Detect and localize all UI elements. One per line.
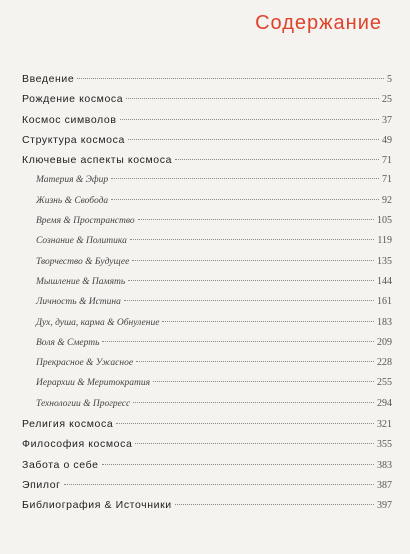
toc-leader-dots xyxy=(130,239,375,240)
toc-leader-dots xyxy=(102,464,374,465)
toc-leader-dots xyxy=(153,381,374,382)
toc-entry xyxy=(22,479,392,499)
toc-leader-dots xyxy=(124,300,374,301)
toc-entry xyxy=(22,114,392,134)
toc-entry-label: Религия космоса xyxy=(22,418,114,431)
toc-entry-label: Иерархии & Меритократия xyxy=(36,378,151,389)
toc-entry xyxy=(22,174,392,194)
toc-entry xyxy=(22,418,392,438)
toc-entry-page: 25 xyxy=(382,94,392,106)
toc-entry-label: Ключевые аспекты космоса xyxy=(22,154,173,167)
toc-entry xyxy=(22,134,392,154)
toc-leader-dots xyxy=(175,504,374,505)
toc-entry xyxy=(22,337,392,357)
toc-entry-page: 355 xyxy=(377,439,392,451)
toc-entry-label: Творчество & Будущее xyxy=(36,256,130,267)
toc-entry-label: Забота о себе xyxy=(22,458,99,471)
toc-entry xyxy=(22,377,392,397)
toc-entry xyxy=(22,195,392,215)
toc-entry xyxy=(22,215,392,235)
toc-entry xyxy=(22,459,392,479)
toc-entry-page: 92 xyxy=(382,194,392,206)
toc-entry-label: Жизнь & Свобода xyxy=(36,195,109,206)
toc-entry-page: 397 xyxy=(377,500,392,512)
toc-entry-label: Воля & Смерть xyxy=(36,337,100,348)
toc-entry xyxy=(22,499,392,519)
toc-leader-dots xyxy=(138,219,374,220)
toc-entry xyxy=(22,256,392,276)
toc-entry-label: Технологии & Прогресс xyxy=(36,398,131,409)
toc-leader-dots xyxy=(162,321,374,322)
toc-entry-label: Материя & Эфир xyxy=(36,175,109,186)
toc-leader-dots xyxy=(126,98,379,99)
toc-entry-page: 387 xyxy=(377,479,392,491)
toc-entry xyxy=(22,357,392,377)
toc-entry-label: Личность & Истина xyxy=(36,297,121,308)
toc-entry-page: 228 xyxy=(377,357,392,369)
toc-leader-dots xyxy=(132,260,374,261)
toc-leader-dots xyxy=(133,402,374,403)
toc-entry-page: 135 xyxy=(377,255,392,267)
toc-leader-dots xyxy=(135,443,374,444)
toc-entry-page: 183 xyxy=(377,316,392,328)
table-of-contents xyxy=(22,73,392,520)
toc-entry xyxy=(22,235,392,255)
toc-entry-label: Рождение космоса xyxy=(22,93,124,106)
toc-entry xyxy=(22,154,392,174)
toc-leader-dots xyxy=(64,484,374,485)
toc-entry-label: Структура космоса xyxy=(22,133,125,146)
toc-leader-dots xyxy=(128,139,379,140)
toc-leader-dots xyxy=(111,199,379,200)
toc-entry-page: 161 xyxy=(377,296,392,308)
toc-entry-page: 321 xyxy=(377,419,392,431)
toc-leader-dots xyxy=(111,178,379,179)
page-title: Содержание xyxy=(255,12,382,34)
toc-entry-page: 294 xyxy=(377,397,392,409)
toc-entry-label: Библиография & Источники xyxy=(22,499,172,512)
toc-entry-page: 144 xyxy=(377,275,392,287)
toc-leader-dots xyxy=(120,119,380,120)
toc-leader-dots xyxy=(136,361,374,362)
toc-entry-label: Философия космоса xyxy=(22,438,133,451)
toc-entry-page: 71 xyxy=(382,174,392,186)
toc-leader-dots xyxy=(175,159,379,160)
toc-entry xyxy=(22,93,392,113)
toc-entry-label: Введение xyxy=(22,73,75,85)
toc-entry-label: Прекрасное & Ужасное xyxy=(36,358,134,369)
toc-leader-dots xyxy=(128,280,374,281)
toc-entry-page: 105 xyxy=(377,215,392,227)
toc-leader-dots xyxy=(116,423,374,424)
toc-entry xyxy=(22,296,392,316)
toc-entry-label: Космос символов xyxy=(22,113,117,126)
toc-entry-label: Время & Пространство xyxy=(36,216,135,227)
toc-entry xyxy=(22,276,392,296)
toc-entry-label: Мышление & Память xyxy=(36,276,126,287)
toc-entry-page: 5 xyxy=(387,74,392,85)
toc-leader-dots xyxy=(77,78,384,79)
toc-entry-page: 255 xyxy=(377,377,392,389)
toc-entry-page: 49 xyxy=(382,134,392,146)
toc-entry-label: Эпилог xyxy=(22,478,61,491)
toc-entry-page: 37 xyxy=(382,114,392,126)
toc-entry-label: Сознание & Политика xyxy=(36,236,127,247)
toc-entry xyxy=(22,398,392,418)
toc-entry xyxy=(22,73,392,93)
toc-entry-label: Дух, душа, карма & Обнуление xyxy=(36,317,160,328)
toc-entry-page: 71 xyxy=(382,155,392,167)
toc-entry xyxy=(22,317,392,337)
toc-entry-page: 119 xyxy=(377,235,392,247)
toc-entry-page: 209 xyxy=(377,336,392,348)
toc-entry xyxy=(22,438,392,458)
toc-entry-page: 383 xyxy=(377,459,392,471)
toc-leader-dots xyxy=(102,341,374,342)
